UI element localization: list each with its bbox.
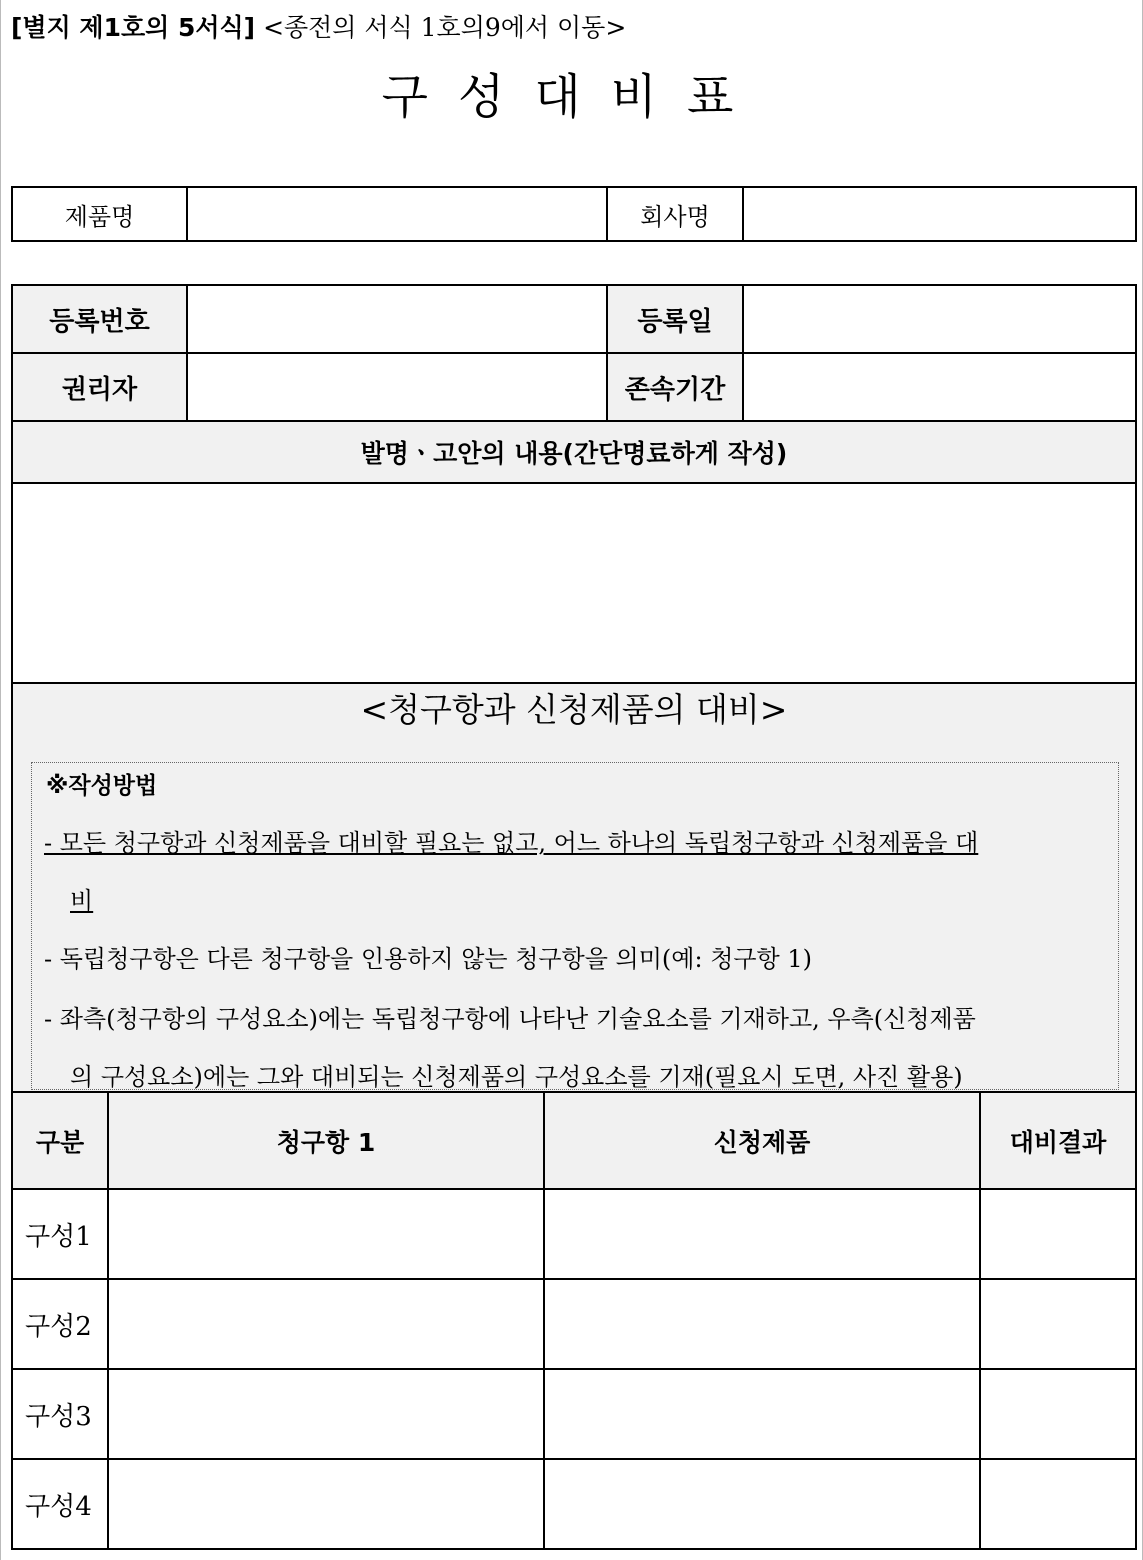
reg-date-label: 등록일 <box>607 285 743 353</box>
result-cell[interactable] <box>980 1459 1136 1549</box>
result-cell[interactable] <box>980 1279 1136 1369</box>
method-line-3: - 좌측(청구항의 구성요소)에는 독립청구항에 나타난 기술요소를 기재하고, 우측(신청제품 <box>44 1005 976 1033</box>
claim-cell[interactable] <box>108 1189 544 1279</box>
method-line-2: - 독립청구항은 다른 청구항을 인용하지 않는 청구항을 의미(예: 청구항 1) <box>44 945 813 973</box>
comparison-table <box>11 1091 1137 1550</box>
method-line-3-cont: 의 구성요소)에는 그와 대비되는 신청제품의 구성요소를 기재(필요시 도면, 사진 활용) <box>70 1063 963 1091</box>
right-holder-label: 권리자 <box>12 353 187 421</box>
method-line-1-cont: 비 <box>70 887 94 915</box>
header-category: 구분 <box>12 1092 108 1189</box>
product-cell[interactable] <box>544 1369 980 1459</box>
form-note: <종전의 서식 1호의9에서 이동> <box>263 13 627 42</box>
header-product: 신청제품 <box>544 1092 980 1189</box>
comparison-title: <청구항과 신청제품의 대비> <box>360 690 788 729</box>
company-name-field[interactable] <box>743 187 1136 241</box>
product-name-label: 제품명 <box>12 187 187 241</box>
result-cell[interactable] <box>980 1369 1136 1459</box>
duration-label: 존속기간 <box>607 353 743 421</box>
row-label: 구성1 <box>12 1189 108 1279</box>
row-label: 구성3 <box>12 1369 108 1459</box>
product-info-table <box>11 186 1137 242</box>
method-line-1: - 모든 청구항과 신청제품을 대비할 필요는 없고, 어느 하나의 독립청구항과 신청제품을 대 <box>44 829 979 857</box>
invention-content-field[interactable] <box>12 483 1136 683</box>
reg-number-label: 등록번호 <box>12 285 187 353</box>
right-holder-field[interactable] <box>187 353 607 421</box>
claim-cell[interactable] <box>108 1369 544 1459</box>
result-cell[interactable] <box>980 1189 1136 1279</box>
claim-cell[interactable] <box>108 1279 544 1369</box>
comparison-section <box>11 682 1137 1092</box>
header-claim: 청구항 1 <box>108 1092 544 1189</box>
table-row <box>12 1459 1136 1549</box>
duration-field[interactable] <box>743 353 1136 421</box>
product-cell[interactable] <box>544 1189 980 1279</box>
reg-date-field[interactable] <box>743 285 1136 353</box>
table-row <box>12 1279 1136 1369</box>
form-header <box>11 8 626 44</box>
product-name-field[interactable] <box>187 187 607 241</box>
document-title: 구성대비표 <box>381 69 764 125</box>
row-label: 구성2 <box>12 1279 108 1369</box>
product-cell[interactable] <box>544 1279 980 1369</box>
registration-table <box>11 284 1137 684</box>
table-row <box>12 1369 1136 1459</box>
form-number: [별지 제1호의 5서식] <box>11 13 256 42</box>
claim-cell[interactable] <box>108 1459 544 1549</box>
method-title: ※작성방법 <box>46 773 158 799</box>
product-cell[interactable] <box>544 1459 980 1549</box>
row-label: 구성4 <box>12 1459 108 1549</box>
reg-number-field[interactable] <box>187 285 607 353</box>
table-row <box>12 1189 1136 1279</box>
method-box <box>31 762 1119 1090</box>
invention-header: 발명ㆍ고안의 내용(간단명료하게 작성) <box>12 421 1136 483</box>
company-name-label: 회사명 <box>607 187 743 241</box>
header-result: 대비결과 <box>980 1092 1136 1189</box>
